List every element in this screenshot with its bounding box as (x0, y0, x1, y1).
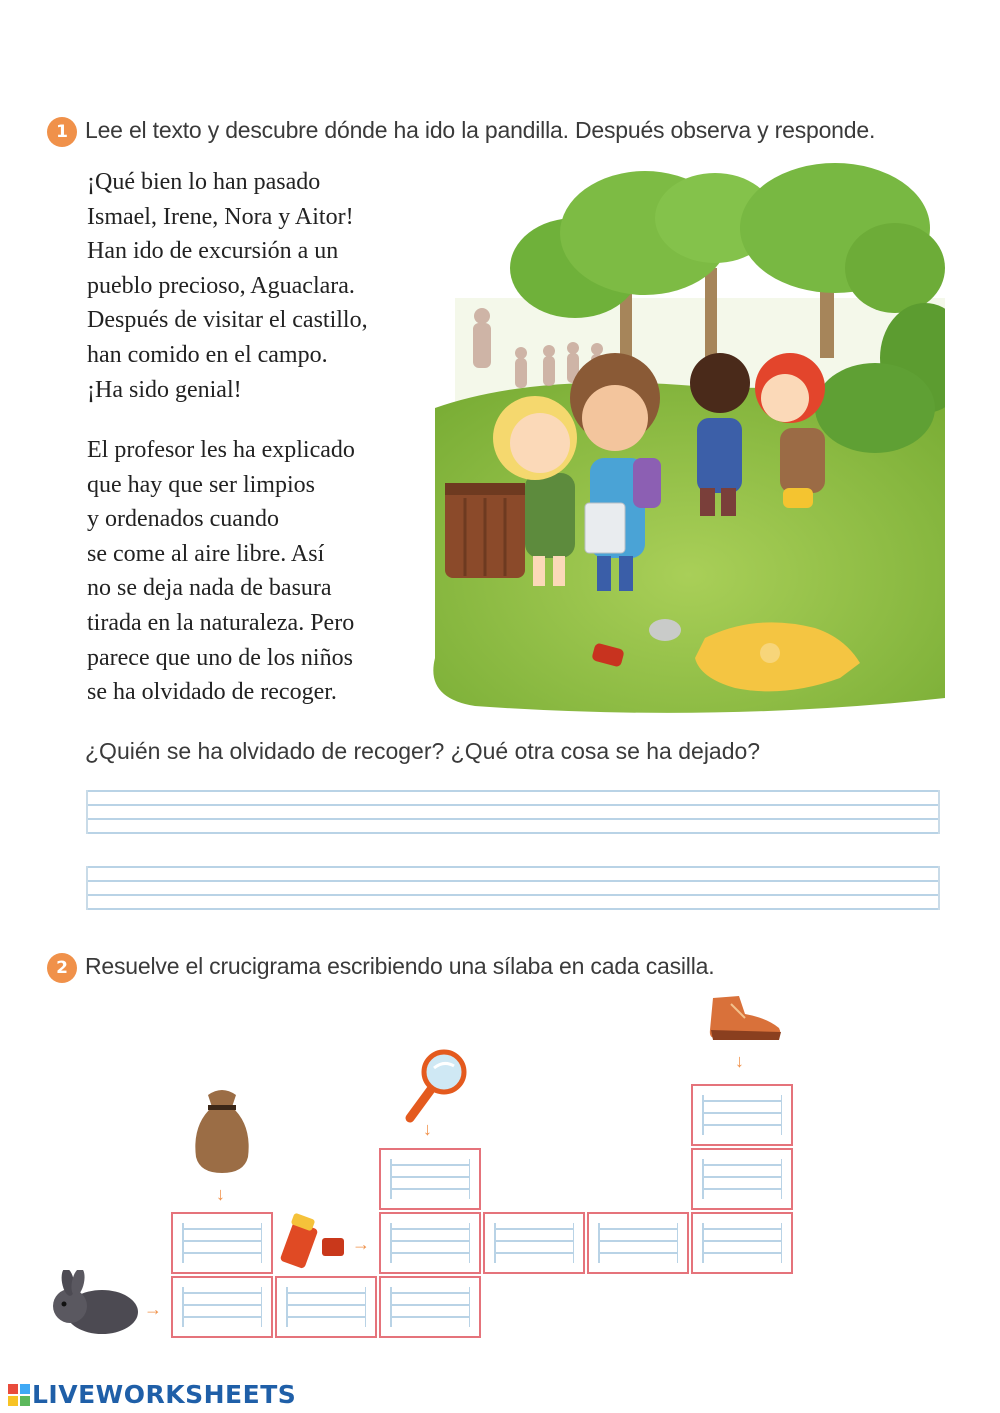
sack-icon (192, 1085, 252, 1175)
crossword-cell[interactable] (483, 1212, 585, 1274)
crossword-cell[interactable] (379, 1148, 481, 1210)
story-paragraph-1 (87, 165, 368, 407)
story-line: no se deja nada de basura (87, 575, 332, 602)
shoe-icon (705, 990, 785, 1045)
arrow-right-icon: → (144, 1299, 162, 1319)
story-line: se ha olvidado de recoger. (87, 679, 337, 706)
answer-line-1[interactable] (86, 790, 940, 834)
question-text: ¿Quién se ha olvidado de recoger? ¿Qué otra cosa se ha dejado? (85, 738, 761, 764)
story-line: tirada en la naturaleza. Pero (87, 609, 355, 636)
crossword-cell[interactable] (587, 1212, 689, 1274)
magnifying-glass-icon (400, 1048, 470, 1126)
crossword-cell[interactable] (379, 1212, 481, 1274)
story-line: ¡Ha sido genial! (87, 376, 242, 403)
picnic-illustration (415, 158, 945, 718)
story-line: Después de visitar el castillo, (87, 307, 368, 334)
story-line: El profesor les ha explicado (87, 437, 355, 463)
exercise-instruction: Lee el texto y descubre dónde ha ido la pandilla. Después observa y responde. (85, 117, 876, 143)
liveworksheets-logo (8, 1380, 296, 1409)
rabbit-icon (46, 1270, 142, 1336)
arrow-right-icon: → (352, 1234, 370, 1254)
arrow-down-icon: ↓ (423, 1119, 432, 1139)
story-line: han comido en el campo. (87, 341, 328, 368)
story-line: pueblo precioso, Aguaclara. (87, 272, 355, 299)
story-line: que hay que ser limpios (87, 471, 315, 498)
story-line: Ismael, Irene, Nora y Aitor! (87, 203, 354, 230)
crossword-cell[interactable] (691, 1148, 793, 1210)
exercise-number: 1 (56, 122, 68, 142)
exercise-instruction: Resuelve el crucigrama escribiendo una sílaba en cada casilla. (85, 953, 715, 979)
story-line: Han ido de excursión a un (87, 238, 339, 265)
crossword-cell[interactable] (691, 1084, 793, 1146)
answer-line-2[interactable] (86, 866, 940, 910)
story-line: parece que uno de los niños (87, 644, 353, 671)
logo-text: LIVEWORKSHEETS (32, 1380, 297, 1409)
crossword-cell[interactable] (275, 1276, 377, 1338)
exercise-number-badge (47, 117, 77, 147)
crossword-cell[interactable] (379, 1276, 481, 1338)
exercise-number-badge (47, 953, 77, 983)
crossword-cell[interactable] (171, 1276, 273, 1338)
crossword-cell[interactable] (691, 1212, 793, 1274)
story-paragraph-2 (87, 433, 355, 710)
forgotten-paper (649, 619, 681, 641)
story-line: se come al aire libre. Así (87, 540, 325, 567)
crossword-cell[interactable] (171, 1212, 273, 1274)
exercise-number: 2 (56, 958, 68, 978)
story-line: y ordenados cuando (87, 506, 279, 533)
trash-bin (445, 483, 525, 578)
logo-cube-icon (8, 1384, 30, 1406)
arrow-down-icon: ↓ (216, 1184, 225, 1204)
arrow-down-icon: ↓ (735, 1051, 744, 1071)
story-line: ¡Qué bien lo han pasado (87, 169, 321, 195)
pencil-sharpener-icon (280, 1210, 350, 1272)
